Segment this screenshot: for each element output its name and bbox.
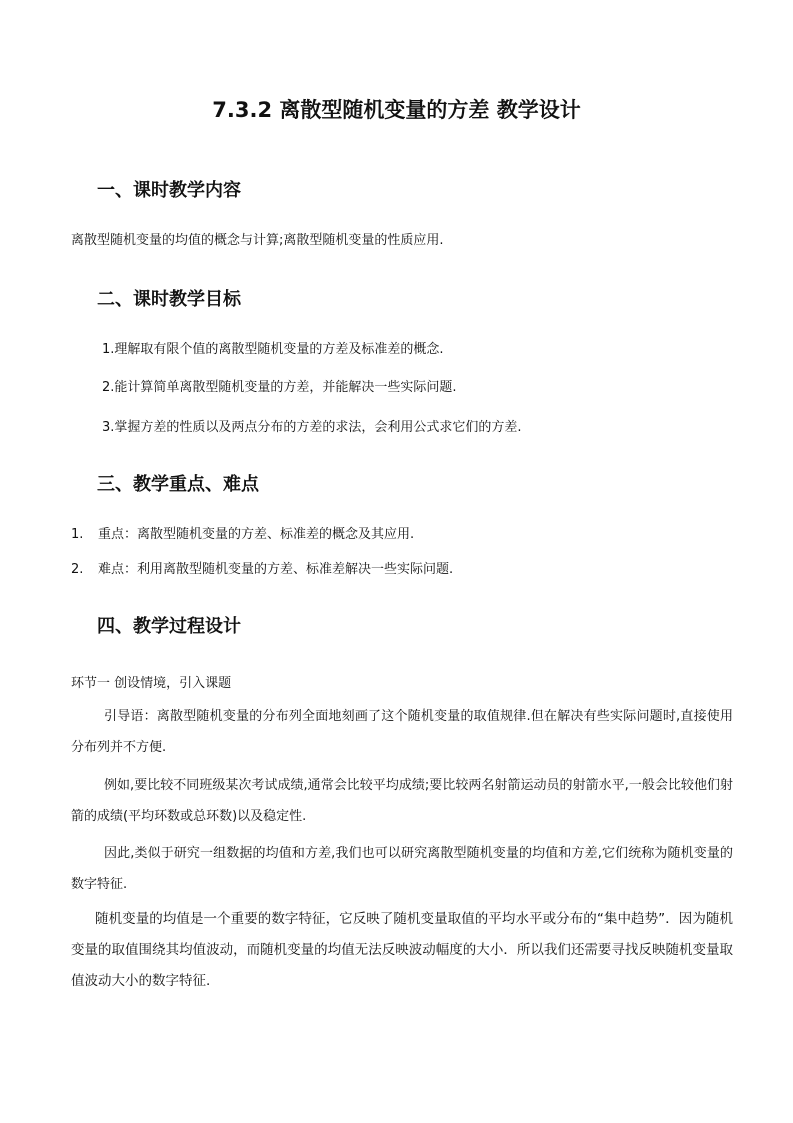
section-heading-process: 四、教学过程设计 [97,616,241,637]
process-paragraph: 例如,要比较不同班级某次考试成绩,通常会比较平均成绩;要比较两名射箭运动员的射箭水平,一般会比较他们射箭的成绩(平均环数或总环数)以及稳定性. [71,778,733,824]
process-stage-label: 环节一 创设情境，引入课题 [71,676,232,691]
process-paragraph: 随机变量的均值是一个重要的数字特征，它反映了随机变量取值的平均水平或分布的“集中趋势”．因为随机变量的取值围绕其均值波动，而随机变量的均值无法反映波动幅度的大小．所以我们还需要寻找反映随机变量取值波动大小的数字特征. [71,911,733,989]
objective-item: 3.掌握方差的性质以及两点分布的方差的求法，会利用公式求它们的方差. [102,420,522,435]
objective-item: 2.能计算简单离散型随机变量的方差，并能解决一些实际问题. [102,380,457,395]
process-paragraph: 因此,类似于研究一组数据的均值和方差,我们也可以研究离散型随机变量的均值和方差,它们统称为随机变量的数字特征. [71,846,733,892]
section-heading-objectives: 二、课时教学目标 [97,289,241,310]
process-paragraph: 引导语：离散型随机变量的分布列全面地刻画了这个随机变量的取值规律.但在解决有些实际问题时,直接使用分布列并不方便. [71,709,733,755]
content-text: 离散型随机变量的均值的概念与计算;离散型随机变量的性质应用. [71,233,444,248]
document-title: 7.3.2 离散型随机变量的方差 教学设计 [212,98,581,122]
section-heading-content: 一、课时教学内容 [97,180,241,201]
objective-item: 1.理解取有限个值的离散型随机变量的方差及标准差的概念. [102,342,444,357]
section-heading-key-points: 三、教学重点、难点 [97,474,259,495]
key-point-number: 1. [71,527,84,542]
key-point-text: 难点：利用离散型随机变量的方差、标准差解决一些实际问题. [98,562,454,577]
key-point-number: 2. [71,562,84,577]
key-point-text: 重点：离散型随机变量的方差、标准差的概念及其应用. [98,527,415,542]
